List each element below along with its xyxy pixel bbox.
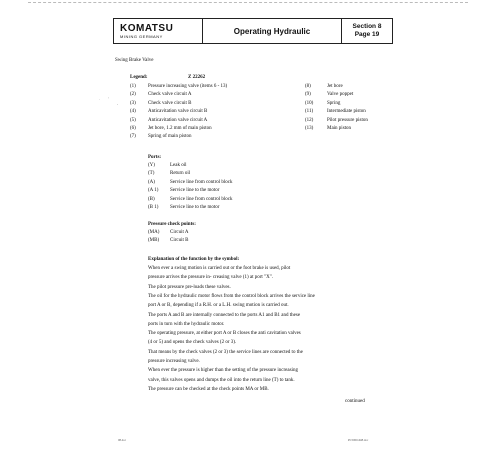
list-item-text: Anticavitation valve circuit B (148, 109, 208, 115)
list-item-text: Spring (327, 100, 341, 106)
list-item-text: Pilot pressure piston (327, 117, 368, 123)
list-item-number: (4) (130, 109, 136, 115)
page-header (113, 18, 393, 44)
list-item-text: Anticavitation valve circuit A (148, 117, 208, 123)
list-item-number: (10) (305, 100, 314, 106)
list-item-number: (A) (148, 179, 155, 185)
explanation-line: port A or B, depending if a R.H. or a L.H. swing motion is carried out. (148, 303, 289, 309)
list-item-number: (MB) (148, 238, 160, 244)
list-item-text: Check valve circuit A (148, 92, 192, 98)
footer-right: PC5000-6#8.doc (348, 438, 369, 442)
list-item-number: (12) (305, 117, 314, 123)
ports-label: Ports: (148, 155, 162, 160)
explanation-line: The operating pressure, at either port A or B closes the anti cavitation valves (148, 331, 301, 337)
explanation-line: The ports A and B are internally connected to the ports A1 and B1 and these (148, 312, 301, 318)
list-item-text: Leak oil (170, 163, 187, 168)
list-item-number: (13) (305, 126, 314, 131)
explanation-line: The oil for the hydraulic motor flows from the control block arrives the service line (148, 293, 315, 299)
list-item-number: (11) (305, 109, 314, 115)
document-title: Swing Brake Valve (115, 58, 154, 63)
section-box (342, 19, 392, 43)
list-item-number: (8) (305, 84, 311, 89)
explanation-line: When ever the pressure is higher than the setting of the pressure increasing (148, 368, 298, 374)
list-item-text: Service line from control block (170, 196, 233, 202)
check-points-label: Pressure check points: (148, 222, 196, 227)
list-item-number: (3) (130, 100, 136, 106)
list-item-number: (7) (130, 134, 136, 140)
explanation-line: pressure increasing valve. (148, 359, 200, 364)
list-item-text: Intermediate piston (327, 109, 366, 115)
legend-label: Legend: (130, 75, 148, 80)
explanation-line: ports in turn with the hydraulic motor. (148, 321, 225, 327)
list-item-number: (B 1) (148, 205, 159, 210)
komatsu-logo (114, 19, 203, 43)
list-item-text: Check valve circuit B (148, 100, 192, 106)
list-item-number: (5) (130, 117, 136, 123)
margin-mark: ' (117, 103, 118, 108)
list-item-number: (1) (130, 84, 136, 89)
list-item-text: Pressure increasing valve (items 6 - 13) (148, 84, 228, 89)
list-item-text: Valve poppet (327, 92, 354, 98)
list-item-text: Spring of main piston (148, 134, 192, 140)
explanation-line: That means by the check valves (2 or 3) the service lines are connected to the (148, 349, 303, 355)
list-item-text: Circuit B (170, 238, 189, 244)
brand-name: KOMATSU (120, 22, 174, 34)
explanation-line: The pilot pressure pre-loads these valves. (148, 284, 231, 290)
margin-mark: , (108, 94, 109, 99)
list-item-number: (Y) (148, 163, 155, 168)
list-item-number: (6) (130, 126, 136, 131)
explanation-line: pressure arrives the pressure in- creasing valve (1) at port "X". (148, 275, 274, 281)
explanation-line: (4 or 5) and opens the check valves (2 or 3). (148, 340, 237, 346)
list-item-number: (B) (148, 196, 155, 202)
section-number: Section 8 (352, 23, 382, 30)
list-item-number: (2) (130, 92, 136, 98)
list-item-text: Service line to the motor (170, 188, 220, 194)
list-item-text: Service line from control block (170, 179, 233, 185)
legend-code: Z 22262 (188, 75, 206, 80)
explanation-heading: Explanation of the function by the symbol: (148, 257, 240, 262)
list-item-text: Jet bore, 1.2 mm of main piston (148, 126, 212, 131)
page-number: Page 19 (354, 31, 380, 38)
brand-subtitle: MINING GERMANY (120, 33, 163, 39)
explanation-line: The pressure can be checked at the check points MA or MB. (148, 386, 269, 392)
margin-mark: . (99, 96, 100, 101)
scan-top-edge (28, 2, 468, 3)
list-item-number: (9) (305, 92, 311, 98)
list-item-text: Main piston (327, 126, 352, 131)
list-item-text: Service line to the motor (170, 205, 220, 210)
explanation-line: When ever a swing motion is carried out or the foot brake is used, pilot (148, 266, 291, 271)
list-item-text: Circuit A (170, 230, 189, 235)
list-item-number: (MA) (148, 230, 160, 235)
footer-left: 08.doc (118, 438, 127, 442)
header-title: Operating Hydraulic (203, 19, 342, 43)
explanation-line: valve, this valves opens and dumps the oil into the return line (T) to tank. (148, 377, 295, 383)
list-item-text: Jet bore (327, 84, 343, 89)
list-item-text: Return oil (170, 171, 191, 177)
list-item-number: (T) (148, 171, 155, 177)
continued-note: continued (345, 399, 365, 404)
list-item-number: (A 1) (148, 188, 159, 194)
